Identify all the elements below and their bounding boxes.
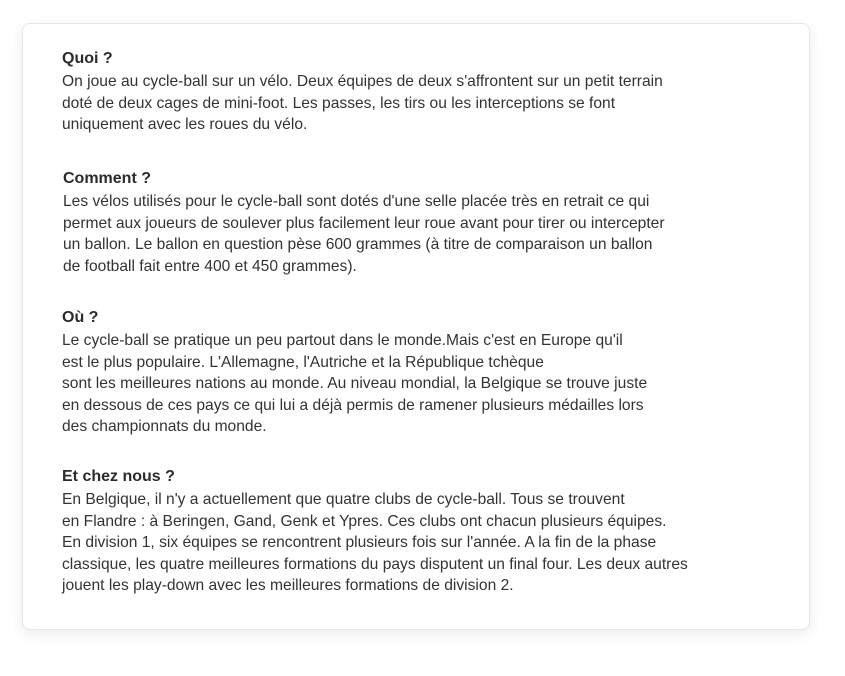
section-et-chez-nous (62, 467, 782, 597)
section-quoi (62, 49, 782, 136)
paragraph-line: Le cycle-ball se pratique un peu partout dans le monde.Mais c'est en Europe qu'il (62, 332, 623, 349)
paragraph-line: doté de deux cages de mini-foot. Les passes, les tirs ou les interceptions se font (62, 94, 616, 112)
paragraph-line: classique, les quatre meilleures formations du pays disputent un final four. Les deux autres (62, 555, 688, 573)
section-ou (62, 308, 782, 438)
paragraph-line: Les vélos utilisés pour le cycle-ball sont dotés d'une selle placée très en retrait ce qui (63, 193, 650, 210)
paragraph-line: un ballon. Le ballon en question pèse 600 grammes (à titre de comparaison un ballon (63, 236, 653, 253)
section-heading: Où ? (62, 309, 99, 326)
paragraph-line: en Flandre : à Beringen, Gand, Genk et Ypres. Ces clubs ont chacun plusieurs équipes. (62, 512, 667, 530)
section-heading: Comment ? (63, 170, 151, 187)
paragraph-line: des championnats du monde. (62, 418, 267, 435)
section-heading: Et chez nous ? (62, 468, 175, 485)
paragraph-line: En Belgique, il n'y a actuellement que quatre clubs de cycle-ball. Tous se trouvent (62, 491, 625, 508)
paragraph-line: En division 1, six équipes se rencontrent plusieurs fois sur l'année. A la fin de la phase (62, 534, 657, 551)
paragraph-line: uniquement avec les roues du vélo. (62, 116, 308, 133)
paragraph-line: jouent les play-down avec les meilleures formations de division 2. (62, 577, 514, 594)
section-comment (63, 169, 783, 277)
section-heading: Quoi ? (62, 50, 113, 67)
paragraph-line: permet aux joueurs de soulever plus facilement leur roue avant pour tirer ou intercepter (63, 214, 665, 232)
paragraph-line: On joue au cycle-ball sur un vélo. Deux équipes de deux s'affrontent sur un petit terrain (62, 73, 663, 90)
paragraph-line: de football fait entre 400 et 450 grammes). (63, 257, 357, 275)
paragraph-line: en dessous de ces pays ce qui lui a déjà permis de ramener plusieurs médailles lors (62, 396, 644, 414)
paragraph-line: sont les meilleures nations au monde. Au niveau mondial, la Belgique se trouve juste (62, 375, 648, 392)
paragraph-line: est le plus populaire. L'Allemagne, l'Autriche et la République tchèque (62, 353, 544, 371)
